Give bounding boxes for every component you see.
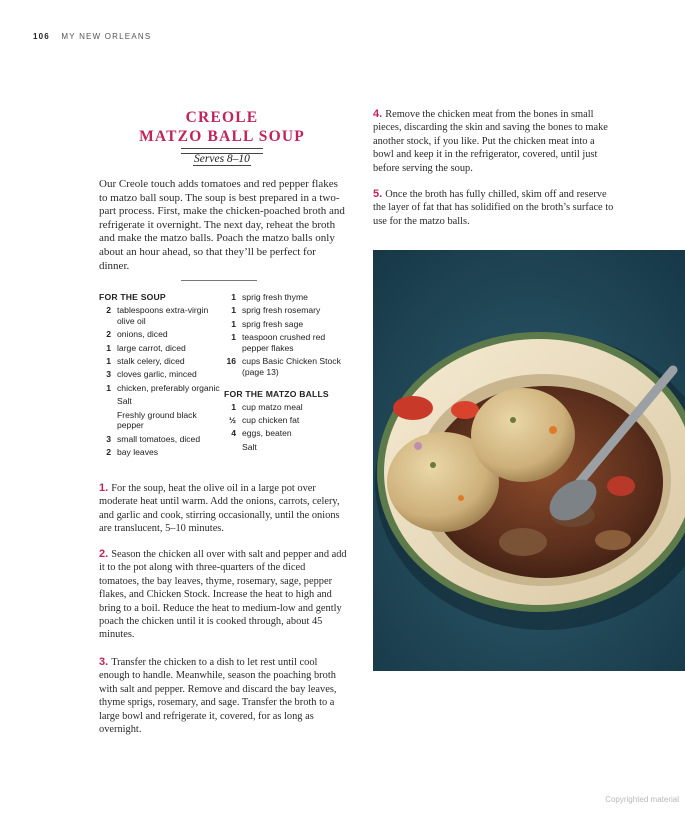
ingredient-row: [99, 396, 223, 407]
onion-fleck: [414, 442, 422, 450]
step-number: 1.: [99, 482, 109, 494]
ingredient-row: [224, 442, 348, 453]
ingredient-row: [99, 447, 223, 458]
ingredient-quantity: [99, 410, 111, 432]
ingredient-row: [224, 319, 348, 330]
ingredient-item: stalk celery, diced: [117, 355, 185, 366]
ingredient-quantity: [99, 396, 111, 407]
recipe-title-line2: MATZO BALL SOUP: [139, 128, 305, 145]
carrot-fleck: [549, 426, 557, 434]
ingredient-quantity: 1: [106, 342, 111, 353]
step-text: Remove the chicken meat from the bones in small pieces, discarding the skin and saving the bones to make another stock, if you like. Put the chicken meat into a bowl and keep it in the refrigerator, covered, until just before serving the soup.: [373, 109, 608, 174]
step-text: Season the chicken all over with salt and pepper and add it to the pot along with three-quarters of the diced tomatoes, the bay leaves, thyme, rosemary, sage, pepper flakes, and Chicken Stock. Increase the heat to high and bring to a boil. Reduce the heat to medium-low and gently poach the chicken until it is cooked through, about 45 minutes.: [99, 549, 347, 641]
recipe-title-line1: CREOLE: [185, 109, 259, 126]
ingredient-quantity: 1: [231, 401, 236, 412]
ingredient-item: chicken, preferably organic: [117, 382, 220, 393]
ingredient-row: [99, 369, 223, 380]
recipe-title: [99, 108, 345, 146]
step-4: [373, 108, 615, 175]
herb-fleck: [510, 417, 516, 423]
chicken-piece: [499, 528, 547, 556]
ingredient-row: [224, 428, 348, 439]
ingredient-row: [99, 305, 223, 327]
ingredient-quantity: 1: [106, 382, 111, 393]
ingredient-quantity: 2: [106, 305, 111, 315]
ingredient-row: [224, 292, 348, 303]
soup-photo: [373, 250, 685, 671]
ingredient-item: sprig fresh rosemary: [242, 305, 321, 316]
ingredient-quantity: 4: [231, 428, 236, 439]
ingredient-item: eggs, beaten: [242, 428, 292, 439]
ingredient-quantity: 2: [106, 447, 111, 458]
step-text: Transfer the chicken to a dish to let rest until cool enough to handle. Meanwhile, season the poaching broth with salt and pepper. Remove and discard the bay leaves, thyme sprigs, rosemary, and sage. Transfer the broth to a large bowl and refrigerate it, covered, for as long as overnight.: [99, 657, 337, 736]
ingredient-row: [99, 410, 223, 432]
serves-line: [99, 153, 345, 165]
page-number: 106: [33, 32, 50, 41]
ingredients-column-left: [99, 292, 223, 461]
ingredient-quantity: 1: [231, 292, 236, 302]
soup-ingredient-list: [99, 305, 223, 458]
step-number: 4.: [373, 108, 383, 120]
ingredient-quantity: 3: [106, 433, 111, 444]
step-text: For the soup, heat the olive oil in a large pot over moderate heat until warm. Add the onions, carrots, celery, and garlic and cook, stirring occasionally, until the onions are translucent, 5–10 minutes.: [99, 483, 340, 535]
soup-ingredients-heading: FOR THE SOUP: [99, 292, 166, 302]
step-5: [373, 188, 615, 228]
step-1: [99, 482, 347, 536]
ingredient-item: Salt: [242, 441, 257, 452]
step-number: 3.: [99, 656, 109, 668]
copyright-notice: Copyrighted material: [605, 795, 679, 804]
ingredient-quantity: 3: [106, 369, 111, 380]
ingredient-item: cup matzo meal: [242, 401, 303, 412]
ingredient-row: [224, 402, 348, 413]
ingredient-row: [224, 305, 348, 316]
ingredient-item: sprig fresh thyme: [242, 292, 308, 302]
ingredient-item: sprig fresh sage: [242, 318, 304, 329]
matzo-ball-ingredients-heading: FOR THE MATZO BALLS: [224, 388, 329, 399]
ingredient-quantity: 1: [106, 355, 111, 366]
ingredient-row: [99, 356, 223, 367]
serves-text: Serves 8–10: [194, 153, 250, 165]
ingredient-quantity: 16: [226, 356, 236, 367]
ingredient-quantity: [224, 442, 236, 453]
ingredient-item: tablespoons extra-virgin olive oil: [117, 305, 209, 326]
ingredient-item: bay leaves: [117, 447, 159, 458]
ingredient-item: Salt: [117, 396, 132, 407]
matzo-ball: [471, 388, 575, 482]
ingredient-row: [99, 383, 223, 394]
herb-fleck: [430, 462, 436, 468]
ingredient-quantity: ½: [228, 414, 236, 425]
step-3: [99, 656, 347, 736]
ingredient-row: [99, 343, 223, 354]
carrot-fleck: [458, 495, 464, 501]
ingredient-row: [224, 356, 348, 378]
tomato-piece: [607, 476, 635, 496]
ingredient-item: onions, diced: [117, 329, 168, 340]
running-header: [33, 32, 151, 41]
ingredient-row: [224, 415, 348, 426]
ingredient-item: teaspoon crushed red pepper flakes: [242, 332, 326, 353]
chicken-piece: [595, 530, 631, 550]
intro-divider: [181, 280, 257, 281]
step-2: [99, 548, 347, 642]
step-number: 5.: [373, 188, 383, 200]
ingredient-item: cup chicken fat: [242, 414, 300, 425]
running-title: MY NEW ORLEANS: [61, 32, 152, 41]
ingredient-item: cups Basic Chicken Stock (page 13): [242, 356, 341, 378]
step-number: 2.: [99, 548, 109, 560]
ingredient-row: [99, 329, 223, 340]
ingredient-quantity: 2: [106, 329, 111, 340]
tomato-piece: [451, 401, 479, 419]
ingredient-item: cloves garlic, minced: [117, 369, 197, 380]
step-text: Once the broth has fully chilled, skim off and reserve the layer of fat that has solidified on the broth’s surface to use for the matzo balls.: [373, 189, 614, 227]
ingredient-row: [99, 434, 223, 445]
ingredient-item: large carrot, diced: [117, 342, 186, 353]
ingredients-column-right: [224, 292, 348, 455]
ingredient-quantity: 1: [231, 332, 236, 343]
soup-ingredient-list-continued: [224, 292, 348, 378]
ingredient-item: small tomatoes, diced: [117, 433, 201, 444]
matzo-ball-ingredient-list: [224, 402, 348, 453]
tomato-piece: [393, 396, 433, 420]
recipe-intro: Our Creole touch adds tomatoes and red pepper flakes to matzo ball soup. The soup is best prepared in a two-part process. First, make the chicken-poached broth and refrigerate it overnight. The next day, reheat the broth and make the matzo balls. Poach the matzo balls only about an hour ahead, so that they’ll be perfect for dinner.: [99, 178, 345, 272]
ingredient-item: Freshly ground black pepper: [117, 409, 197, 431]
ingredient-quantity: 1: [231, 305, 236, 316]
ingredient-row: [224, 332, 348, 354]
ingredient-quantity: 1: [231, 318, 236, 329]
